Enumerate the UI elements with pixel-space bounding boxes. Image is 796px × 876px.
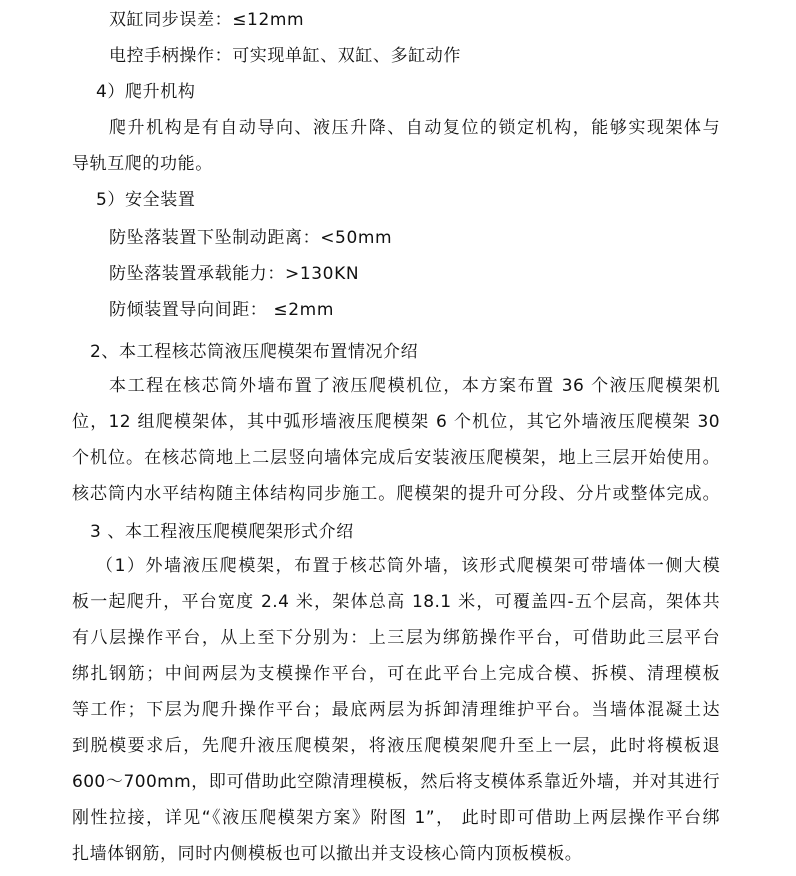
section-heading: 3 、本工程液压爬模爬架形式介绍	[90, 522, 354, 542]
text-line: 到脱模要求后，先爬升液压爬模架，将液压爬模架爬升至上一层，此时将模板退	[72, 736, 720, 756]
text-line: 刚性拉接，详见“《液压爬模架方案》附图 1”， 此时即可借助上两层操作平台绑	[72, 808, 720, 828]
text-line: （1）外墙液压爬模架，布置于核芯筒外墙，该形式爬模架可带墙体一侧大模	[96, 556, 720, 576]
text-line: 有八层操作平台，从上至下分别为：上三层为绑筋操作平台，可借助此三层平台	[72, 628, 720, 648]
text-line: 扎墙体钢筋，同时内侧模板也可以撤出并支设核心筒内顶板模板。	[72, 844, 583, 864]
text-line: 防坠落装置下坠制动距离：<50mm	[109, 228, 393, 248]
section-heading: 5）安全装置	[96, 190, 196, 210]
text-line: 本工程在核芯筒外墙布置了液压爬模机位，本方案布置 36 个液压爬模架机	[109, 376, 720, 396]
text-line: 防倾装置导向间距： ≤2mm	[109, 300, 334, 320]
text-line: 电控手柄操作：可实现单缸、双缸、多缸动作	[109, 46, 461, 66]
text-line: 双缸同步误差：≤12mm	[109, 10, 305, 30]
text-line: 600～700mm，即可借助此空隙清理模板，然后将支模体系靠近外墙，并对其进行	[72, 772, 720, 792]
text-line: 绑扎钢筋；中间两层为支模操作平台，可在此平台上完成合模、拆模、清理模板	[72, 664, 720, 684]
text-line: 导轨互爬的功能。	[72, 154, 213, 174]
text-line: 爬升机构是有自动导向、液压升降、自动复位的锁定机构，能够实现架体与	[109, 118, 720, 138]
section-heading: 4）爬升机构	[96, 82, 196, 102]
text-line: 防坠落装置承载能力：>130KN	[109, 264, 360, 284]
text-line: 位，12 组爬模架体，其中弧形墙液压爬模架 6 个机位，其它外墙液压爬模架 30	[72, 412, 720, 432]
text-line: 核芯筒内水平结构随主体结构同步施工。爬模架的提升可分段、分片或整体完成。	[72, 484, 720, 504]
text-line: 板一起爬升，平台宽度 2.4 米，架体总高 18.1 米，可覆盖四-五个层高，架体共	[72, 592, 720, 612]
text-line: 个机位。在核芯筒地上二层竖向墙体完成后安装液压爬模架，地上三层开始使用。	[72, 448, 720, 468]
text-line: 等工作；下层为爬升操作平台；最底两层为拆卸清理维护平台。当墙体混凝土达	[72, 700, 720, 720]
section-heading: 2、本工程核芯筒液压爬模架布置情况介绍	[90, 342, 419, 362]
